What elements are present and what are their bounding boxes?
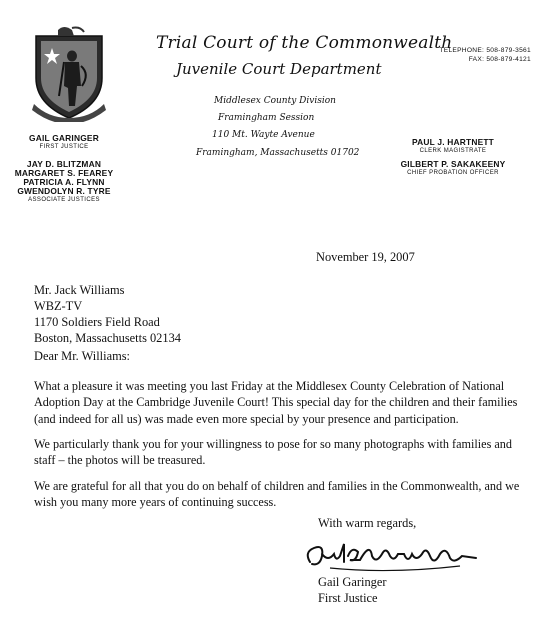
associate-justice-name: GWENDOLYN R. TYRE (17, 186, 111, 196)
probation-officer-title: CHIEF PROBATION OFFICER (407, 170, 499, 176)
associate-justices-block (4, 160, 124, 205)
signer-block (318, 574, 386, 606)
telephone-number: TELEPHONE: 508-879-3561 (439, 47, 531, 54)
first-justice-block (4, 134, 124, 152)
first-justice-name: GAIL GARINGER (29, 133, 99, 143)
city-address: Framingham, Massachusetts 01702 (196, 148, 360, 158)
letter-date: November 19, 2007 (316, 250, 415, 264)
recipient-line: 1170 Soldiers Field Road (34, 315, 160, 329)
associate-justice-name: MARGARET S. FEAREY (14, 168, 114, 178)
recipient-line: WBZ-TV (34, 299, 83, 313)
signer-name: Gail Garinger (318, 575, 387, 589)
department-name: Juvenile Court Department (176, 60, 382, 78)
clerk-block (383, 138, 523, 156)
probation-block (383, 160, 523, 178)
first-justice-title: FIRST JUSTICE (39, 144, 89, 150)
division-name: Middlesex County Division (214, 96, 336, 106)
associate-justice-name: PATRICIA A. FLYNN (23, 177, 105, 187)
clerk-name: PAUL J. HARTNETT (412, 137, 494, 147)
recipient-address (34, 282, 181, 346)
probation-officer-name: GILBERT P. SAKAKEENY (400, 159, 506, 169)
associate-justices-title: ASSOCIATE JUSTICES (28, 197, 100, 203)
salutation: Dear Mr. Williams: (34, 349, 130, 363)
fax-number: FAX: 508-879-4121 (468, 56, 531, 63)
body-paragraph: We are grateful for all that you do on behalf of children and families in the Commonwealth, and we wish you many more years of continuing success. (34, 479, 520, 510)
massachusetts-seal-icon (28, 26, 110, 122)
associate-justice-name: JAY D. BLITZMAN (26, 159, 102, 169)
closing-line: With warm regards, (318, 516, 417, 530)
signer-title: First Justice (318, 591, 378, 605)
court-name: Trial Court of the Commonwealth (156, 33, 453, 53)
body-paragraph: We particularly thank you for your willingness to pose for so many photographs with families and staff – the photos will be treasured. (34, 437, 512, 468)
street-address: 110 Mt. Wayte Avenue (212, 130, 315, 140)
session-name: Framingham Session (218, 113, 315, 123)
contact-numbers (439, 46, 531, 64)
body-paragraph: What a pleasure it was meeting you last Friday at the Middlesex County Celebration of National Adoption Day at the Cambridge Juvenile Court! This special day for the children and their families (and indeed for all us) was made even more special by your presence and participation. (34, 379, 518, 426)
recipient-line: Mr. Jack Williams (34, 283, 125, 297)
clerk-title: CLERK MAGISTRATE (419, 148, 487, 154)
recipient-line: Boston, Massachusetts 02134 (34, 331, 181, 345)
